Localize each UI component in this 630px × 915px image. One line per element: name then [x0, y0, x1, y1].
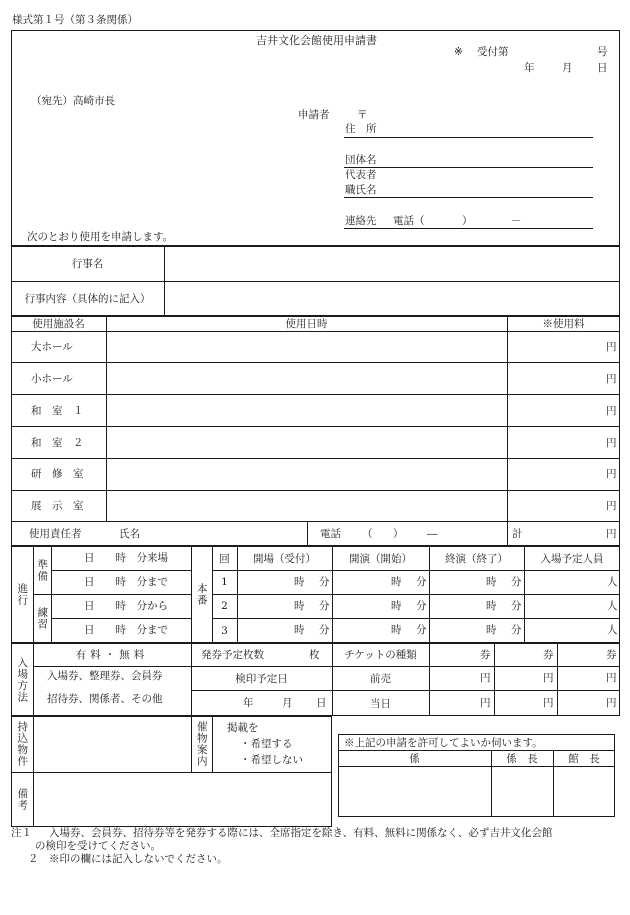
hour-unit: 時 [486, 600, 497, 612]
postal-mark: 〒 [357, 109, 368, 121]
prep-arrival: 日 時 分来場 [84, 552, 168, 564]
receipt-label: 受付第 [477, 46, 509, 58]
receipt-mark: ※ [454, 46, 463, 58]
admission-group-label: 入場方法 [16, 656, 29, 703]
yen-unit: 円 [543, 672, 554, 684]
hour-unit: 時 [486, 576, 497, 588]
name-underline [344, 197, 593, 198]
facility-row-yen: 円 [606, 405, 617, 417]
paid-free-label: 有料・無料 [75, 649, 149, 661]
ticket-unit: 券 [480, 649, 491, 661]
ticket-unit: 券 [606, 649, 617, 661]
wish-option: ・希望する [240, 738, 293, 750]
intro-text: 次のとおり使用を申請します。 [27, 231, 174, 243]
form-number: 様式第１号（第３条関係） [12, 14, 138, 26]
end-header: 終演（終了） [445, 552, 508, 565]
person-unit: 人 [607, 600, 618, 612]
round-number: 2 [221, 600, 228, 612]
fee-header: ※使用料 [542, 318, 585, 330]
event-guide-label: 催物案内 [195, 721, 208, 767]
facility-row-name: 展 示 室 [31, 500, 84, 512]
phone-label: 電話（ [393, 215, 425, 227]
approval-question: ※上記の申請を許可してよいか伺います。 [344, 737, 543, 749]
minute-unit: 分 [511, 624, 522, 636]
note-2-text: ※印の欄には記入しないでください。 [49, 853, 228, 865]
open-header: 開場（受付） [253, 552, 316, 565]
date-day: 日 [597, 62, 608, 74]
honban-label: 本番 [195, 583, 208, 606]
address-underline [344, 137, 593, 138]
person-unit: 人 [607, 576, 618, 588]
inspection-month: 月 [282, 697, 293, 709]
sameday-label: 当日 [370, 697, 391, 710]
event-content-label: 行事内容（具体的に記入） [24, 293, 151, 305]
start-header: 開演（開始） [349, 552, 412, 565]
prep-until: 日 時 分まで [84, 576, 168, 588]
minute-unit: 分 [511, 576, 522, 588]
hour-unit: 時 [486, 624, 497, 636]
no-wish-option: ・希望しない [240, 754, 303, 766]
presale-label: 前売 [370, 672, 391, 685]
minute-unit: 分 [511, 600, 522, 612]
inspection-day: 日 [316, 697, 327, 709]
bring-label: 持込物件 [16, 721, 29, 767]
responsible-label: 使用責任者 [29, 528, 82, 540]
contact-underline [344, 228, 593, 229]
yen-unit: 円 [606, 672, 617, 684]
note-1-continuation: の検印を受けてください。 [35, 840, 161, 852]
minute-unit: 分 [416, 576, 427, 588]
hour-unit: 時 [294, 600, 305, 612]
phone-dash: － [511, 215, 522, 227]
approval-col-chief: 係 長 [506, 752, 538, 765]
facility-row-yen: 円 [606, 341, 617, 353]
inspection-label: 検印予定日 [235, 672, 288, 685]
responsible-dash: ― [427, 528, 438, 540]
facility-table [11, 316, 620, 546]
responsible-paren-open: （ [362, 528, 373, 540]
note-2-number: ２ [28, 853, 39, 865]
minute-unit: 分 [319, 624, 330, 636]
person-unit: 人 [607, 624, 618, 636]
minute-unit: 分 [319, 576, 330, 588]
event-name-label: 行事名 [71, 258, 104, 270]
minute-unit: 分 [319, 600, 330, 612]
group-name-underline [344, 167, 593, 168]
practice-until: 日 時 分まで [84, 624, 168, 636]
schedule-group-label: 進行 [16, 583, 29, 606]
receipt-number-suffix: 号 [597, 46, 608, 58]
datetime-header: 使用日時 [285, 318, 328, 330]
practice-from: 日 時 分から [84, 600, 168, 612]
prep-label: 準備 [36, 558, 49, 582]
phone-close-paren: ） [462, 215, 473, 227]
address-label: 住 所 [345, 123, 377, 135]
facility-row-yen: 円 [606, 373, 617, 385]
round-number: 1 [221, 576, 228, 588]
posting-label: 掲載を [227, 722, 259, 734]
yen-unit: 円 [606, 697, 617, 709]
minute-unit: 分 [416, 600, 427, 612]
facility-row-name: 和 室 ２ [31, 437, 84, 449]
inspection-year: 年 [243, 697, 254, 709]
ticket-types-b: 招待券、関係者、その他 [47, 693, 163, 705]
facility-row-yen: 円 [606, 468, 617, 480]
form-title: 吉井文化会館使用申請書 [256, 34, 377, 47]
representative-label: 代表者 [345, 169, 377, 181]
remarks-label: 備考 [16, 788, 29, 811]
attendance-header: 入場予定人員 [540, 552, 604, 565]
facility-row-name: 大ホール [31, 341, 73, 353]
job-title-name-label: 職氏名 [345, 184, 377, 196]
ticket-unit: 券 [543, 649, 554, 661]
ticket-type-label: チケットの種類 [344, 649, 417, 661]
round-header: 回 [219, 552, 230, 565]
applicant-label: 申請者 [298, 109, 330, 121]
contact-label: 連絡先 [345, 215, 377, 227]
hour-unit: 時 [391, 600, 402, 612]
date-year: 年 [524, 62, 535, 74]
minute-unit: 分 [416, 624, 427, 636]
practice-label: 練習 [36, 607, 49, 630]
facility-row-yen: 円 [606, 437, 617, 449]
total-yen: 円 [606, 528, 617, 540]
approval-col-clerk: 係 [409, 752, 420, 765]
total-label: 計 [512, 528, 523, 540]
yen-unit: 円 [543, 697, 554, 709]
facility-row-yen: 円 [606, 500, 617, 512]
facility-row-name: 和 室 １ [31, 405, 84, 417]
yen-unit: 円 [480, 697, 491, 709]
responsible-name-label: 氏名 [119, 528, 140, 540]
facility-row-name: 研 修 室 [31, 468, 84, 480]
hour-unit: 時 [391, 624, 402, 636]
note-1-text: 入場券、会員券、招待券等を発券する際には、全席指定を除き、有料、無料に関係なく、必ず吉井文化会館 [49, 827, 553, 839]
round-number: 3 [221, 624, 228, 637]
ticket-types-a: 入場券、整理券、会員券 [47, 670, 163, 682]
sheet-unit: 枚 [309, 649, 320, 661]
yen-unit: 円 [480, 672, 491, 684]
date-month: 月 [562, 62, 573, 74]
facility-header: 使用施設名 [32, 318, 85, 330]
addressee: （宛先）高崎市長 [31, 95, 115, 107]
issue-count-label: 発券予定枚数 [201, 649, 264, 661]
responsible-phone-label: 電話 [320, 528, 341, 540]
note-1-number: 注１ [11, 827, 32, 839]
hour-unit: 時 [391, 576, 402, 588]
hour-unit: 時 [294, 576, 305, 588]
hour-unit: 時 [294, 624, 305, 636]
group-name-label: 団体名 [345, 154, 377, 166]
facility-row-name: 小ホール [31, 373, 73, 385]
responsible-paren-close: ） [393, 528, 404, 540]
approval-col-director: 館 長 [568, 752, 600, 765]
